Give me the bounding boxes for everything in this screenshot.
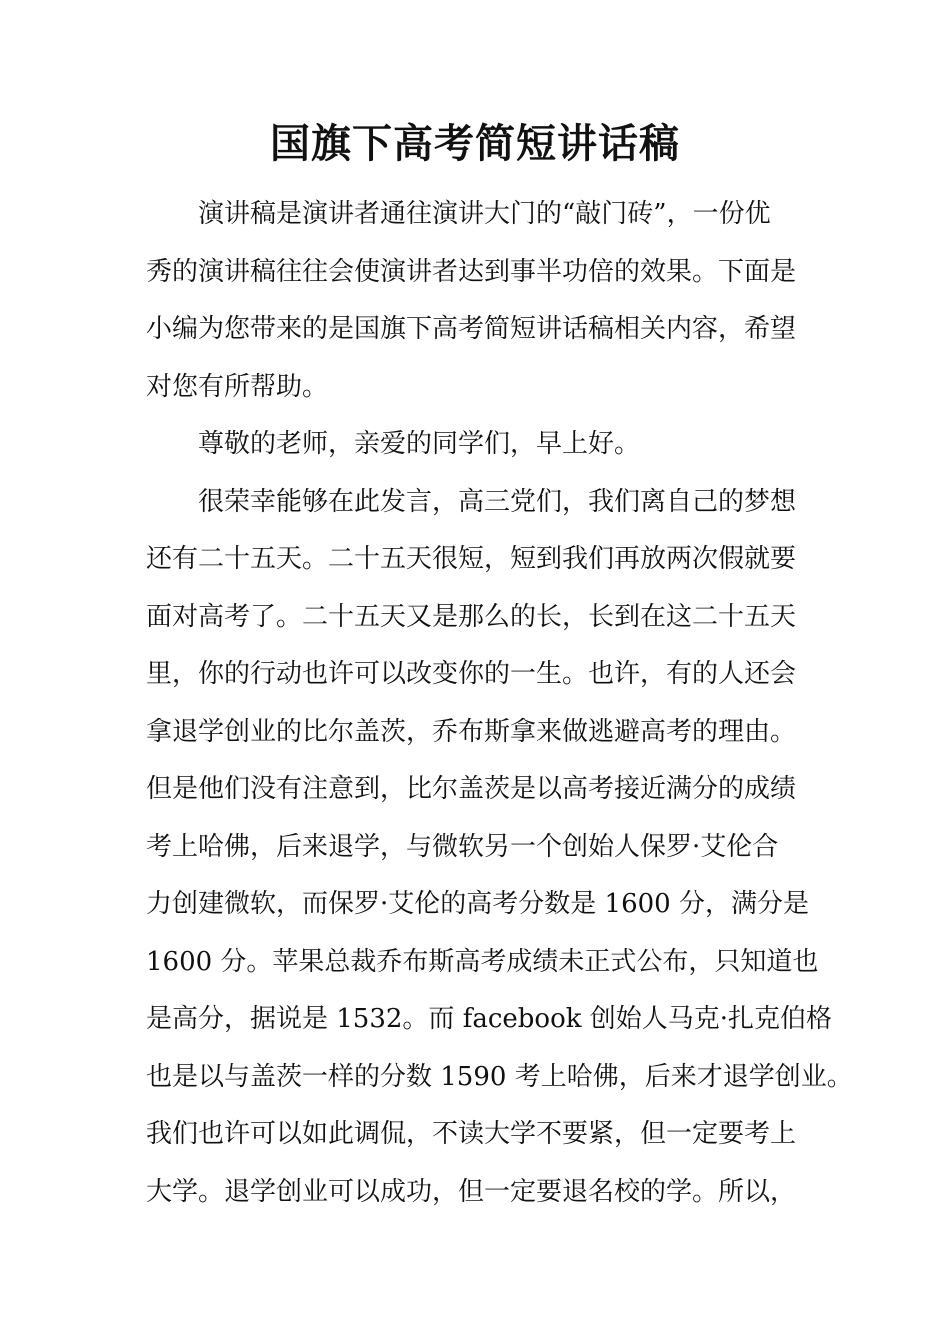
paragraph-intro — [146, 186, 818, 416]
text-line: 力创建微软，而保罗·艾伦的高考分数是 1600 分，满分是 — [146, 889, 809, 919]
text-line: 是高分，据说是 1532。而 facebook 创始人马克·扎克伯格 — [146, 1004, 833, 1034]
text-line: 尊敬的老师，亲爱的同学们，早上好。 — [198, 429, 641, 459]
document-body — [146, 186, 853, 1221]
text-line: 演讲稿是演讲者通往演讲大门的“敲门砖”，一份优 — [198, 199, 771, 229]
document-title: 国旗下高考简短讲话稿 — [270, 120, 680, 167]
text-line: 还有二十五天。二十五天很短，短到我们再放两次假就要 — [146, 544, 797, 574]
text-line: 大学。退学创业可以成功，但一定要退名校的学。所以， — [146, 1176, 797, 1207]
text-line: 1600 分。苹果总裁乔布斯高考成绩未正式公布，只知道也 — [146, 946, 819, 977]
text-line: 里，你的行动也许可以改变你的一生。也许，有的人还会 — [146, 659, 797, 689]
text-line: 面对高考了。二十五天又是那么的长，长到在这二十五天 — [146, 601, 797, 632]
text-line: 我们也许可以如此调侃，不读大学不要紧，但一定要考上 — [146, 1119, 797, 1149]
paragraph-greeting — [146, 416, 818, 474]
text-line: 小编为您带来的是国旗下高考简短讲话稿相关内容，希望 — [146, 314, 797, 344]
text-line: 对您有所帮助。 — [146, 371, 329, 402]
text-line: 很荣幸能够在此发言，高三党们，我们离自己的梦想 — [198, 486, 797, 517]
text-line: 秀的演讲稿往往会使演讲者达到事半功倍的效果。下面是 — [146, 256, 797, 287]
text-line: 拿退学创业的比尔盖茨，乔布斯拿来做逃避高考的理由。 — [146, 716, 797, 747]
text-line: 但是他们没有注意到，比尔盖茨是以高考接近满分的成绩 — [146, 774, 797, 804]
text-line: 也是以与盖茨一样的分数 1590 考上哈佛，后来才退学创业。 — [146, 1061, 853, 1092]
paragraph-speech — [146, 474, 853, 1222]
text-line: 考上哈佛，后来退学，与微软另一个创始人保罗·艾伦合 — [146, 831, 779, 862]
